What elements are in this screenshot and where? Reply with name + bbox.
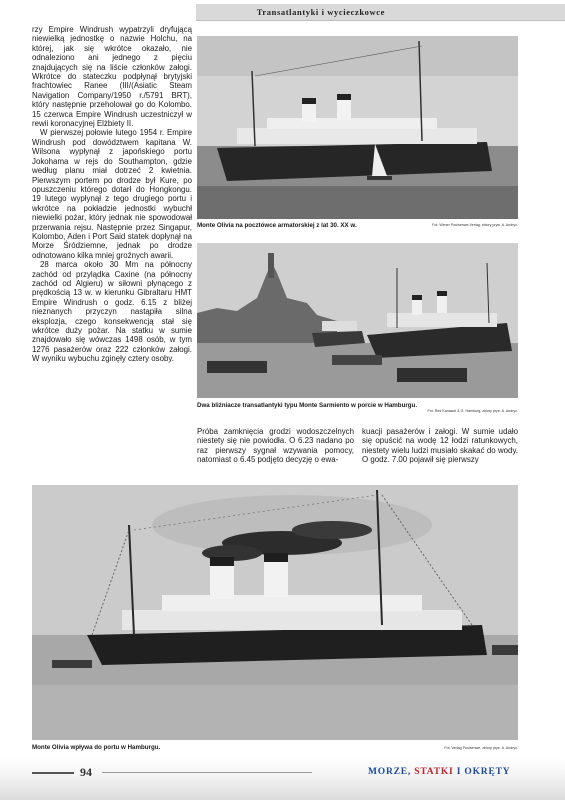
paragraph-3: 28 marca około 30 Mm na północny zachód od przylądka Caxine (na północny zachód od Algieru) w siłowni płynącego z prędkością 13 w. w kierunku Gibraltaru HMT Empire Windrush o godz. 6.15 z bliżej nieznanych przyczyn nastąpiła silna eksplozja, czego konsekwencją stał się wkrótce duży pożar. Na statku w sumie znajdowało się wówczas 1498 osób, w tym 1276 pasażerów oraz 222 członków załogi. W wyniku wybuchu zginęły cztery osoby. (32, 260, 192, 364)
paragraph-2: W pierwszej połowie lutego 1954 r. Empire Windrush pod dowództwem kapitana W. Wilsona wypłynął z japońskiego portu Jokohama w rejs do Southampton, gdzie według planu miał dotrzeć 2 kwietnia. Pierwszym portem po drodze był Kure, po opuszczeniu którego dotarł do Hongkongu. 19 lutego wypłynął z tego drugiego portu i wkrótce na pokładzie jednostki wybuchł niewielki pożar, który jednak nie spowodował przerwania rejsu. Następnie przez Singapur, Kolombo, Aden i Port Said statek dopłynął na Morze Śródziemne, jednak po drodze odnotowano kilka mniej groźnych awarii. (32, 128, 192, 260)
section-title: Transatlantyki i wycieczkowce (256, 7, 385, 17)
section-header-bar (196, 4, 565, 21)
paragraph-1: rzy Empire Windrush wypatrzyli dryfującą niewielką jednostkę o nazwie Holchu, na której, jak się wkrótce okazało, nie odnaleziono ani jednego z pięciu znajdujących się na liście członków załogi. Wkrótce do stateczku podpłynął brytyjski frachtowiec Ranee (III/(Asiatic Steam Navigation Company/1950 r./5791 BRT), który następnie przeholował go do Kolombo. 15 czerwca Empire Windrush uczestniczył w rewii koronacyjnej Elżbiety II. (32, 25, 192, 129)
magazine-title-part-2: STATKI (414, 767, 454, 777)
paragraph-mid-a: Próba zamknięcia grodzi wodoszczelnych niestety się nie powiodła. O 6.23 nadano po raz pierwszy sygnał wzywania pomocy, natomiast o 6.45 podjęto decyzję o ewa- (197, 427, 354, 465)
magazine-title (368, 767, 510, 777)
caption-photo-1 (197, 222, 357, 230)
photo-monte-olivia-hamburg (32, 485, 518, 740)
caption-text-3: Monte Olivia wpływa do portu w Hamburgu. (32, 744, 161, 751)
magazine-title-part-1: MORZE, (368, 767, 412, 777)
credit-photo-2: Fot. Red Kanasch & G. Hamburg, zbiory prye. A. Andryc. (427, 409, 518, 413)
left-text-column (32, 25, 192, 364)
paragraph-mid-b: kuacji pasażerów i załogi. W sumie udało się opuścić na wodę 12 łodzi ratunkowych, niestety wielu ludzi musiało skakać do wody. O godz. 7.00 pojawił się pierwszy (362, 427, 518, 465)
middle-text-column-a (197, 427, 354, 465)
footer-rule-right (102, 772, 312, 773)
caption-photo-3 (32, 744, 160, 752)
credit-photo-1: Fot. Wener Poulsenwe-Verlag, zbiory pryw. A. Andryc. (432, 223, 518, 227)
caption-text-1: Monte Olivia na pocztówce armatorskiej z lat 30. XX w. (197, 222, 357, 229)
magazine-title-part-3: I OKRĘTY (456, 767, 511, 777)
middle-text-column-b (362, 427, 518, 465)
photo-monte-olivia-postcard (197, 36, 518, 219)
page-number: 94 (80, 765, 92, 779)
caption-text-2: Dwa bliźniacze transatlantyki typu Monte Sarmiento w porcie w Hamburgu. (197, 402, 418, 409)
caption-photo-2 (197, 402, 417, 410)
photo-hamburg-twin-ships (197, 243, 518, 398)
footer-rule-left (32, 772, 74, 774)
credit-photo-3: Fot. Verlag Poulsenwe, zbiory prye. A. Andryc. (444, 746, 518, 750)
